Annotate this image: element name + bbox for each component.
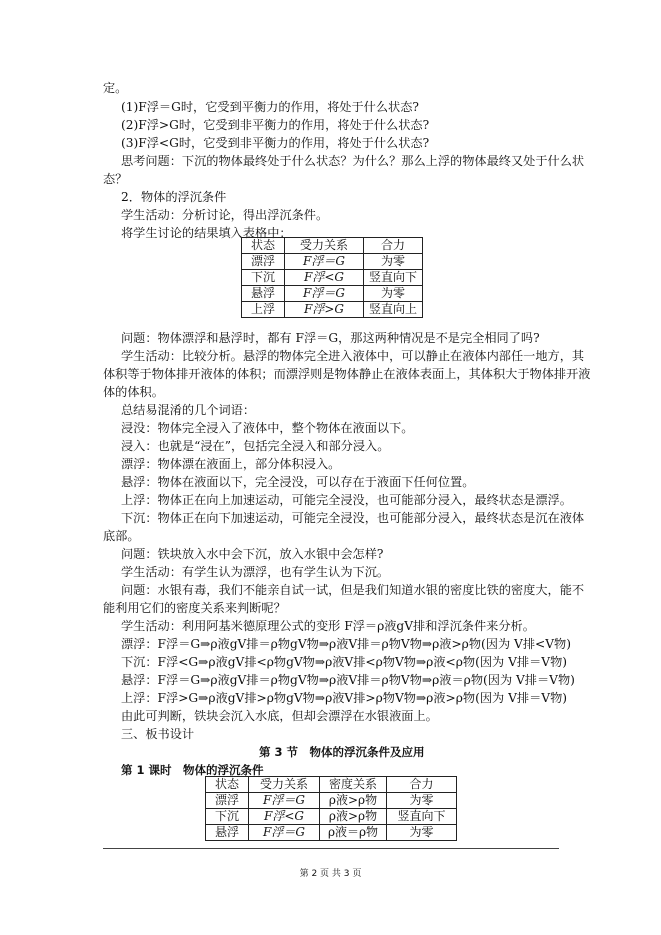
table-cell: 竖直向下	[387, 809, 457, 825]
text-line: 将学生讨论的结果填入表格中：	[121, 226, 292, 240]
table-cell: 为零	[364, 286, 423, 302]
table-cell: F浮＝G	[249, 825, 320, 841]
table-cell: 上浮	[242, 302, 285, 318]
text-line: 悬浮：物体在液面以下，完全浸没，可以存在于液面下任何位置。	[121, 475, 475, 489]
text-line: 问题：物体漂浮和悬浮时，都有 F浮＝G，那这两种情况是不是完全相同了吗?	[121, 331, 540, 345]
text-line: 浸没：物体完全浸入了液体中，整个物体在液面以下。	[121, 421, 414, 435]
table-cell: 竖直向上	[364, 302, 423, 318]
table-row	[206, 793, 457, 809]
text-line: 下沉：物体正在向下加速运动，可能完全浸没，也可能部分浸入，最终状态是沉在液体	[121, 511, 585, 525]
text-line: 学生活动：利用阿基米德原理公式的变形 F浮＝ρ液gV排和浮沉条件来分析。	[121, 619, 535, 633]
text-line: 漂浮：物体漂在液面上，部分体积浸入。	[121, 457, 341, 471]
table-cell: 合力	[387, 777, 457, 793]
table-cell: 状态	[206, 777, 249, 793]
board-title: 第 3 节 物体的浮沉条件及应用	[259, 745, 425, 759]
page-number: 第 2 页 共 3 页	[299, 869, 362, 879]
table-cell: ρ液＝ρ物	[320, 825, 387, 841]
table-cell: 合力	[364, 238, 423, 254]
formula-line: 下沉：F浮<G⇒ρ液gV排<ρ物gV物⇒ρ液V排<ρ物V物⇒ρ液<ρ物(因为 V排＝V物)	[121, 655, 568, 669]
table-cell: 状态	[242, 238, 285, 254]
text-line: 体积等于物体排开液体的体积；而漂浮则是物体静止在液体表面上，其体积大于物体排开液	[103, 367, 591, 381]
table-cell: 受力关系	[249, 777, 320, 793]
section-heading: 2．物体的浮沉条件	[121, 190, 227, 204]
text-line: 态？	[103, 172, 128, 186]
table-cell: F浮＝G	[285, 286, 364, 302]
board-subtitle: 第 1 课时 物体的浮沉条件	[121, 763, 264, 777]
table-cell: 悬浮	[206, 825, 249, 841]
table-cell: F浮＝G	[249, 793, 320, 809]
table-row	[206, 809, 457, 825]
table-cell: ρ液>ρ物	[320, 809, 387, 825]
text-line: (3)F浮<G时，它受到非平衡力的作用，将处于什么状态?	[121, 136, 430, 150]
table-cell: 受力关系	[285, 238, 364, 254]
table-cell: 漂浮	[242, 254, 285, 270]
text-line: 问题：铁块放入水中会下沉，放入水银中会怎样?	[121, 547, 384, 561]
formula-line: 上浮：F浮>G⇒ρ液gV排>ρ物gV物⇒ρ液V排>ρ物V物⇒ρ液>ρ物(因为 V排＝V物)	[121, 691, 568, 705]
table-cell: 下沉	[242, 270, 285, 286]
text-line: 问题：水银有毒，我们不能亲自试一试，但是我们知道水银的密度比铁的密度大，能不	[121, 583, 585, 597]
text-line: 底部。	[103, 529, 140, 543]
text-line: 由此可判断，铁块会沉入水底，但却会漂浮在水银液面上。	[121, 709, 438, 723]
text-line: 思考问题：下沉的物体最终处于什么状态？为什么？那么上浮的物体最终又处于什么状	[121, 154, 585, 168]
text-line: 学生活动：分析讨论，得出浮沉条件。	[121, 208, 329, 222]
text-line: 浸入：也就是“浸在”，包括完全浸入和部分浸入。	[121, 439, 390, 453]
text-line: 能利用它们的密度关系来判断呢？	[103, 601, 286, 615]
buoyancy-table	[241, 237, 423, 318]
table-cell: F浮>G	[285, 302, 364, 318]
text-line: 定。	[103, 81, 128, 95]
table-row	[242, 270, 423, 286]
board-table	[205, 776, 457, 841]
table-cell: F浮<G	[285, 270, 364, 286]
formula-line: 悬浮：F浮＝G⇒ρ液gV排＝ρ物gV物⇒ρ液V排＝ρ物V物⇒ρ液＝ρ物(因为 V排＝V物)	[121, 673, 575, 687]
text-line: 学生活动：比较分析。悬浮的物体完全进入液体中，可以静止在液体内部任一地方，其	[121, 349, 585, 363]
table-cell: 漂浮	[206, 793, 249, 809]
text-line: (1)F浮＝G时，它受到平衡力的作用，将处于什么状态?	[121, 100, 419, 114]
table-row	[242, 302, 423, 318]
table-row	[242, 254, 423, 270]
footer-divider	[103, 848, 559, 849]
table-cell: F浮<G	[249, 809, 320, 825]
table-cell: 竖直向下	[364, 270, 423, 286]
table-cell: 密度关系	[320, 777, 387, 793]
table-row	[206, 825, 457, 841]
table-row	[242, 286, 423, 302]
table-cell: 悬浮	[242, 286, 285, 302]
table-cell: F浮＝G	[285, 254, 364, 270]
formula-line: 漂浮：F浮＝G⇒ρ液gV排＝ρ物gV物⇒ρ液V排＝ρ物V物⇒ρ液>ρ物(因为 V排<V物)	[121, 637, 571, 651]
text-line: 上浮：物体正在向上加速运动，可能完全浸没，也可能部分浸入，最终状态是漂浮。	[121, 493, 572, 507]
text-line: (2)F浮>G时，它受到非平衡力的作用，将处于什么状态?	[121, 118, 430, 132]
section-heading: 三、板书设计	[121, 727, 195, 741]
text-line: 学生活动：有学生认为漂浮，也有学生认为下沉。	[121, 565, 390, 579]
table-cell: ρ液>ρ物	[320, 793, 387, 809]
text-line: 总结易混淆的几个词语：	[121, 403, 256, 417]
table-header-row	[242, 238, 423, 254]
table-cell: 为零	[364, 254, 423, 270]
table-header-row	[206, 777, 457, 793]
table-cell: 为零	[387, 825, 457, 841]
text-line: 体的体积。	[103, 385, 164, 399]
table-cell: 下沉	[206, 809, 249, 825]
table-cell: 为零	[387, 793, 457, 809]
